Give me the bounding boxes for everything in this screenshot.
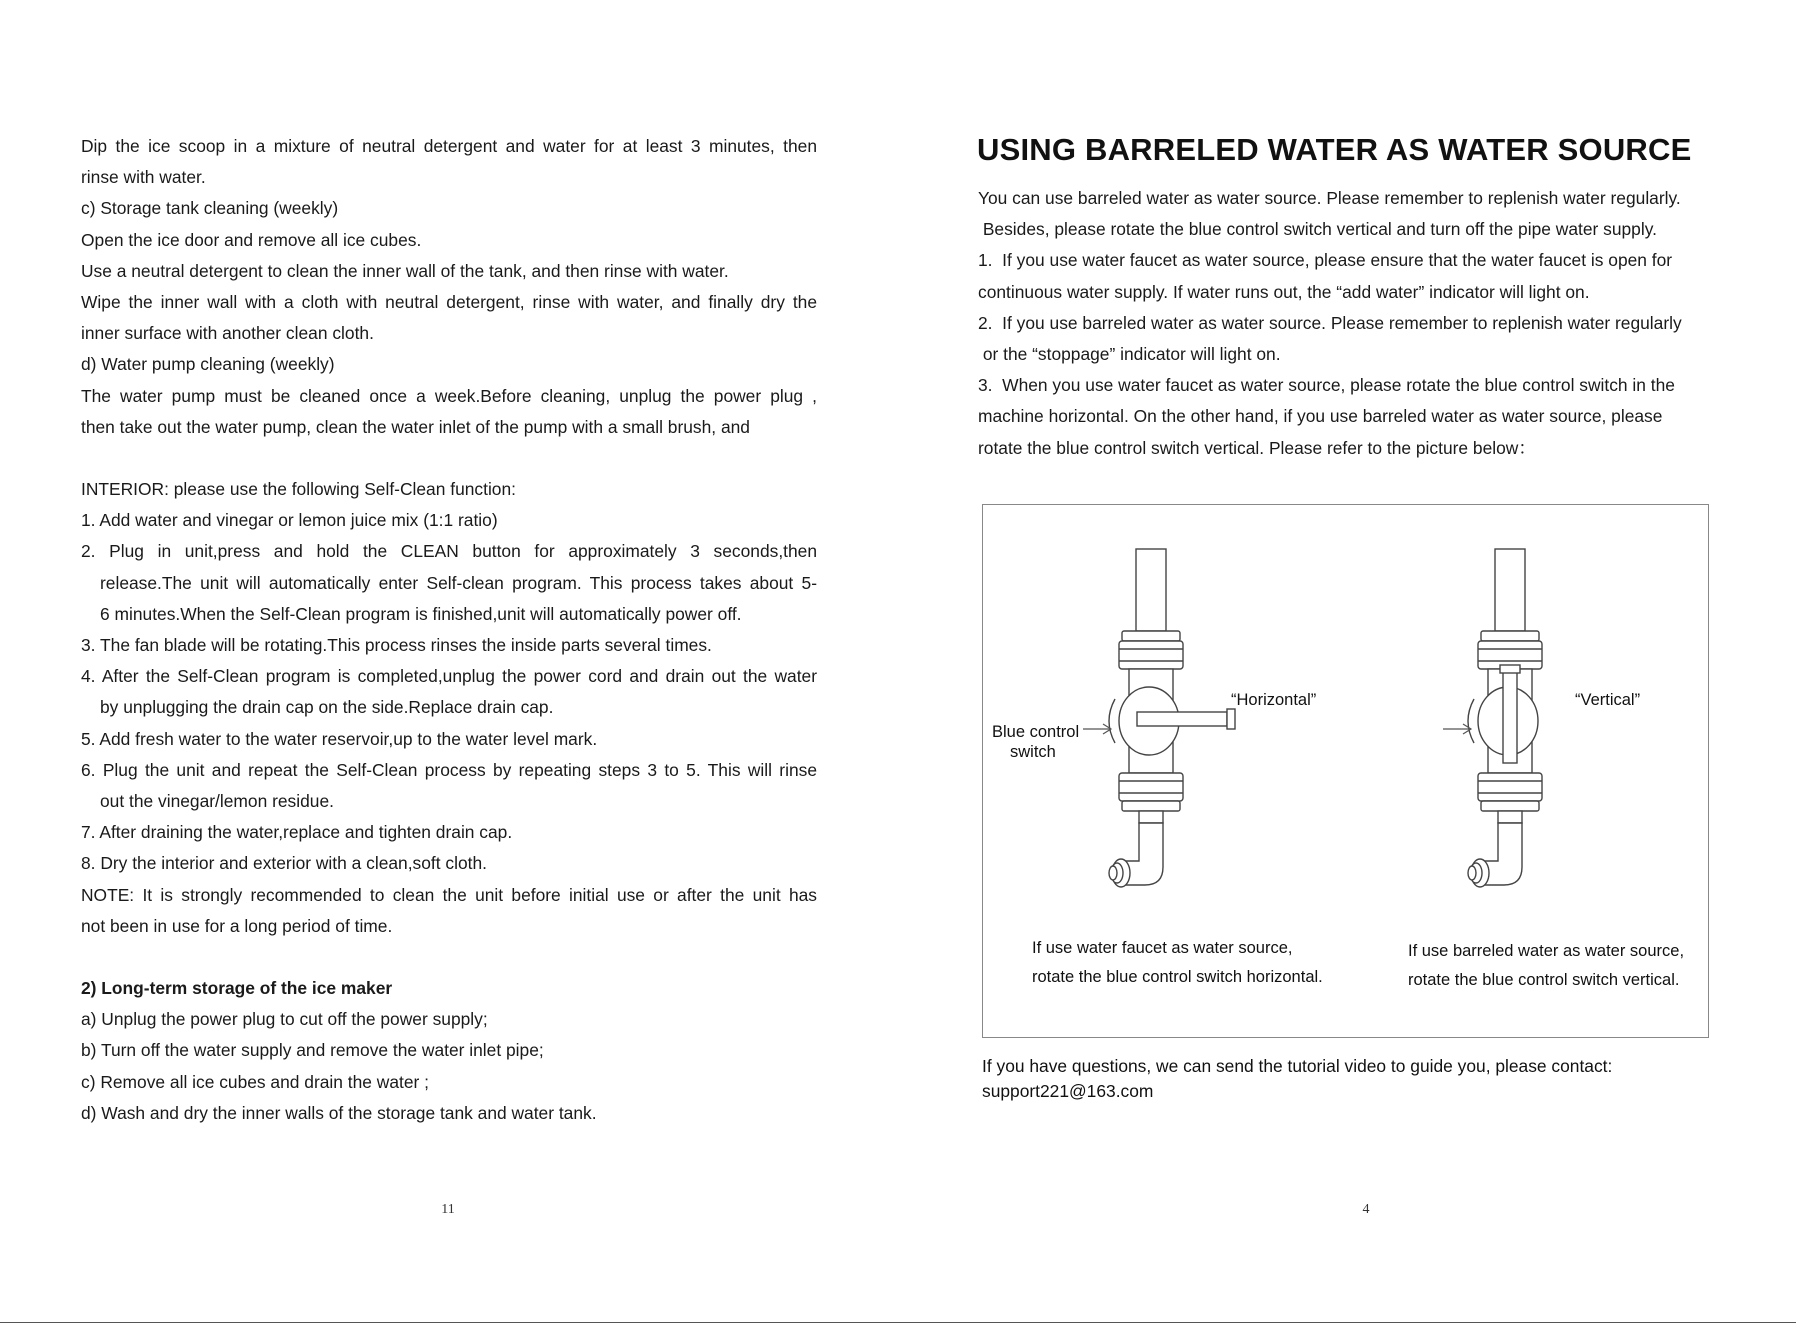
list-item: 4. After the Self-Clean program is completed,unplug the power cord and drain out the water bbox=[81, 666, 817, 687]
list-item-continuation: out the vinegar/lemon residue. bbox=[100, 790, 334, 811]
list-item-continuation: release.The unit will automatically enter Self-clean program. This process takes about 5- bbox=[100, 572, 817, 593]
page-number: 11 bbox=[441, 1202, 455, 1217]
arrow-icon bbox=[1443, 724, 1471, 734]
note-line: not been in use for a long period of time. bbox=[81, 915, 393, 936]
caption-right: If use barreled water as water source, bbox=[1408, 942, 1685, 960]
contact-info bbox=[982, 1054, 1612, 1104]
paragraph-line: INTERIOR: please use the following Self-Clean function: bbox=[81, 479, 516, 500]
paragraph-line: Open the ice door and remove all ice cubes. bbox=[81, 229, 422, 250]
paragraph-line: Wipe the inner wall with a cloth with neutral detergent, rinse with water, and finally dry the bbox=[81, 291, 817, 312]
list-item: a) Unplug the power plug to cut off the power supply; bbox=[81, 1009, 488, 1030]
list-item: b) Turn off the water supply and remove the water inlet pipe; bbox=[81, 1040, 544, 1061]
switch-label: switch bbox=[1010, 743, 1056, 761]
horizontal-label: “Horizontal” bbox=[1231, 691, 1317, 709]
switch-orientation-figure bbox=[982, 504, 1709, 1038]
caption-left: rotate the blue control switch horizontal. bbox=[1032, 968, 1323, 986]
section-heading: d) Water pump cleaning (weekly) bbox=[81, 354, 335, 375]
note-line: NOTE: It is strongly recommended to clean the unit before initial use or after the unit has bbox=[81, 884, 817, 905]
caption-left: If use water faucet as water source, bbox=[1032, 939, 1293, 957]
list-item: 3. The fan blade will be rotating.This process rinses the inside parts several times. bbox=[81, 635, 712, 655]
paragraph-line: then take out the water pump, clean the water inlet of the pump with a small brush, and bbox=[81, 416, 750, 437]
list-item-continuation: or the “stoppage” indicator will light on. bbox=[978, 343, 1281, 364]
caption-right: rotate the blue control switch vertical. bbox=[1408, 971, 1680, 989]
paragraph-line: You can use barreled water as water source. Please remember to replenish water regularly. bbox=[978, 188, 1681, 208]
valve-horizontal bbox=[1109, 549, 1235, 887]
left-page-body bbox=[81, 131, 817, 1129]
list-item-continuation: continuous water supply. If water runs out, the “add water” indicator will light on. bbox=[978, 281, 1590, 302]
paragraph-line: Besides, please rotate the blue control switch vertical and turn off the pipe water supply. bbox=[978, 219, 1657, 240]
paragraph-line: inner surface with another clean cloth. bbox=[81, 323, 374, 344]
page-number: 4 bbox=[1362, 1202, 1370, 1217]
switch-label: Blue control bbox=[992, 723, 1080, 741]
list-item-continuation: by unplugging the drain cap on the side.Replace drain cap. bbox=[100, 697, 554, 718]
list-item: c) Remove all ice cubes and drain the water ; bbox=[81, 1071, 429, 1092]
list-item: 5. Add fresh water to the water reservoir,up to the water level mark. bbox=[81, 728, 598, 749]
valve-vertical bbox=[1468, 549, 1542, 887]
list-item: 1. Add water and vinegar or lemon juice mix (1:1 ratio) bbox=[81, 510, 498, 531]
list-item: 8. Dry the interior and exterior with a clean,soft cloth. bbox=[81, 853, 487, 874]
paragraph-line: Use a neutral detergent to clean the inner wall of the tank, and then rinse with water. bbox=[81, 260, 729, 281]
bottom-border bbox=[0, 1322, 1796, 1323]
list-item: 1. If you use water faucet as water source, please ensure that the water faucet is open for bbox=[978, 250, 1673, 271]
paragraph-line: rinse with water. bbox=[81, 167, 206, 188]
paragraph-line: Dip the ice scoop in a mixture of neutral detergent and water for at least 3 minutes, then bbox=[81, 136, 817, 156]
list-item-continuation: 6 minutes.When the Self-Clean program is finished,unit will automatically power off. bbox=[100, 603, 742, 624]
list-item-continuation: rotate the blue control switch vertical. Please refer to the picture below： bbox=[978, 437, 1536, 458]
list-item: 3. When you use water faucet as water source, please rotate the blue control switch in the bbox=[978, 375, 1675, 396]
list-item: 6. Plug the unit and repeat the Self-Clean process by repeating steps 3 to 5. This will rinse bbox=[81, 759, 817, 780]
section-heading: 2) Long-term storage of the ice maker bbox=[81, 978, 393, 999]
right-page-body bbox=[978, 183, 1714, 464]
list-item: 2. If you use barreled water as water source. Please remember to replenish water regularly bbox=[978, 312, 1682, 333]
spacer bbox=[81, 443, 817, 474]
vertical-label: “Vertical” bbox=[1575, 691, 1641, 709]
list-item: d) Wash and dry the inner walls of the storage tank and water tank. bbox=[81, 1102, 597, 1123]
arrow-icon bbox=[1083, 724, 1111, 734]
section-heading: c) Storage tank cleaning (weekly) bbox=[81, 198, 339, 219]
list-item: 7. After draining the water,replace and tighten drain cap. bbox=[81, 822, 513, 843]
list-item-continuation: machine horizontal. On the other hand, if you use barreled water as water source, please bbox=[978, 406, 1663, 427]
right-page bbox=[898, 0, 1796, 1324]
paragraph-line: The water pump must be cleaned once a week.Before cleaning, unplug the power plug , bbox=[81, 385, 817, 406]
list-item: 2. Plug in unit,press and hold the CLEAN button for approximately 3 seconds,then bbox=[81, 541, 817, 562]
contact-text: If you have questions, we can send the tutorial video to guide you, please contact: bbox=[982, 1056, 1613, 1076]
contact-email: support221@163.com bbox=[982, 1081, 1154, 1101]
spacer bbox=[81, 942, 817, 973]
page-title: USING BARRELED WATER AS WATER SOURCE bbox=[977, 132, 1692, 167]
